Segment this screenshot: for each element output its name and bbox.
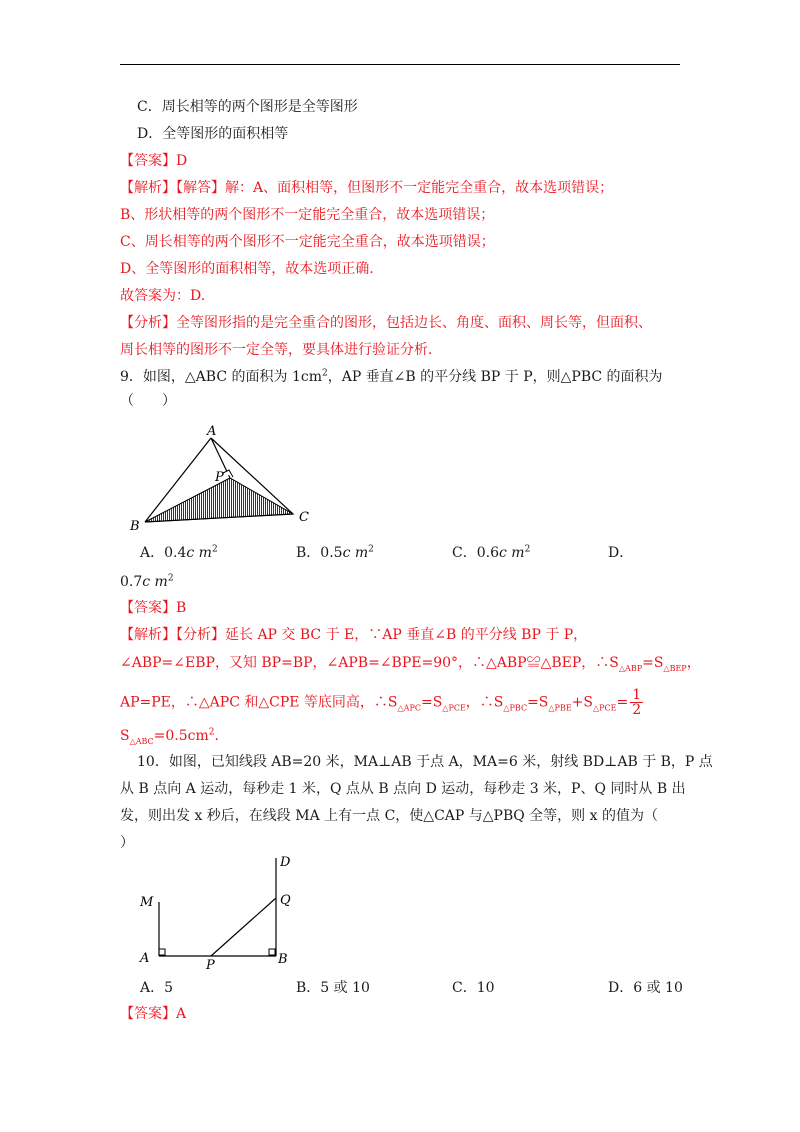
q10-stem-line: 从 B 点向 A 运动，每秒走 1 米，Q 点从 B 点向 D 运动，每秒走 3 米，P、Q 同时从 B 出 [120,781,686,797]
q8-analysis-line: 周长相等的图形不一定全等，要具体进行验证分析. [120,342,433,358]
q8-answer [120,151,187,171]
q10-figure [130,852,310,972]
header-rule [120,64,680,65]
right-angle-mark-a [159,949,165,955]
q8-option-d: D．全等图形的面积相等 [137,126,289,142]
q8-analysis-line: D、全等图形的面积相等，故本选项正确. [120,261,374,277]
label-d: D [280,855,291,870]
q9-stem-paren: （ ） [120,393,176,409]
q10-option-c: C．10 [452,980,495,996]
q9-analysis-line: $S_{\triangle ABC}=0.5cm^2$. [120,727,219,746]
q10-answer: 【答案】A [120,1006,187,1022]
label-m: M [140,895,154,910]
answer-tag: 【答案】 [120,153,176,169]
q9-figure [125,420,325,535]
q9-option-c: C．0.6c $m^2$ [452,544,531,561]
q10-stem-line: ） [120,835,134,851]
label-b: B [278,952,288,967]
q10-option-a: A．5 [140,980,174,996]
q10-stem-line: 发，则出发 x 秒后，在线段 MA 上有一点 C，使△CAP 与△PBQ 全等，则 x 的值为（ [120,808,658,824]
label-p: P [206,958,215,972]
q10-option-d: D．6 或 10 [608,980,683,996]
q8-analysis-line: C、周长相等的两个图形不一定能完全重合，故本选项错误； [120,234,495,250]
label-p: P [215,470,224,485]
q9-analysis-line: ∠ABP=∠EBP，又知 BP=BP，∠APB=∠BPE=90°，∴△ABP≌△BEP，$\therefore S_{\triangle ABP}=S_{\triangle BEP}$， [120,655,701,673]
q9-option-a: A．0.4c $m^2$ [140,544,218,561]
answer-value: D [176,153,188,169]
label-b: B [130,519,140,534]
q10-option-b: B．5 或 10 [296,980,370,996]
q9-answer: 【答案】B [120,600,187,616]
label-q: Q [280,893,291,908]
q9-stem: 9．如图，△ABC 的面积为 $1cm^2$，AP 垂直∠B 的平分线 BP 于 P，则△PBC 的面积为 [120,368,663,385]
label-c: C [299,510,309,525]
q10-stem-line: 10．如图，已知线段 AB=20 米，MA⊥AB 于点 A，MA=6 米，射线 BD⊥AB 于 B，P 点 [137,754,713,770]
q9-analysis-line: 【解析】【分析】延长 AP 交 BC 于 E，∵AP 垂直∠B 的平分线 BP 于 P， [120,627,588,643]
fraction-half: $\frac{1}{2}$ [632,687,642,718]
right-angle-mark-b [269,949,275,955]
q8-option-c: C．周长相等的两个图形是全等图形 [137,99,358,115]
q9-option-d-value: 0.7c $m^2$ [120,573,174,590]
q8-analysis-line: 故答案为：D. [120,288,206,304]
q9-analysis-line: AP=PE，∴△APC 和△CPE 等底同高，$\therefore S_{\triangle APC}=S_{\triangle PCE}$，$\therefore S_{\triangle PBC}=S_{\triangle PBE}+S_{\triangle PCE}=$ $\frac{1}{2}$ [120,687,642,718]
q9-option-b: B．0.5c $m^2$ [296,544,374,561]
label-a: A [207,424,217,439]
q8-analysis-line: 【解析】【解答】解：A、面积相等，但图形不一定能完全重合，故本选项错误； [120,180,614,196]
q8-analysis-line: 【分析】全等图形指的是完全重合的图形，包括边长、角度、面积、周长等，但面积、 [120,315,652,331]
right-angle-mark [223,470,233,477]
q9-option-d: D． [608,545,634,561]
q8-analysis-line: B、形状相等的两个图形不一定能完全重合，故本选项错误； [120,207,495,223]
label-a: A [140,951,150,966]
